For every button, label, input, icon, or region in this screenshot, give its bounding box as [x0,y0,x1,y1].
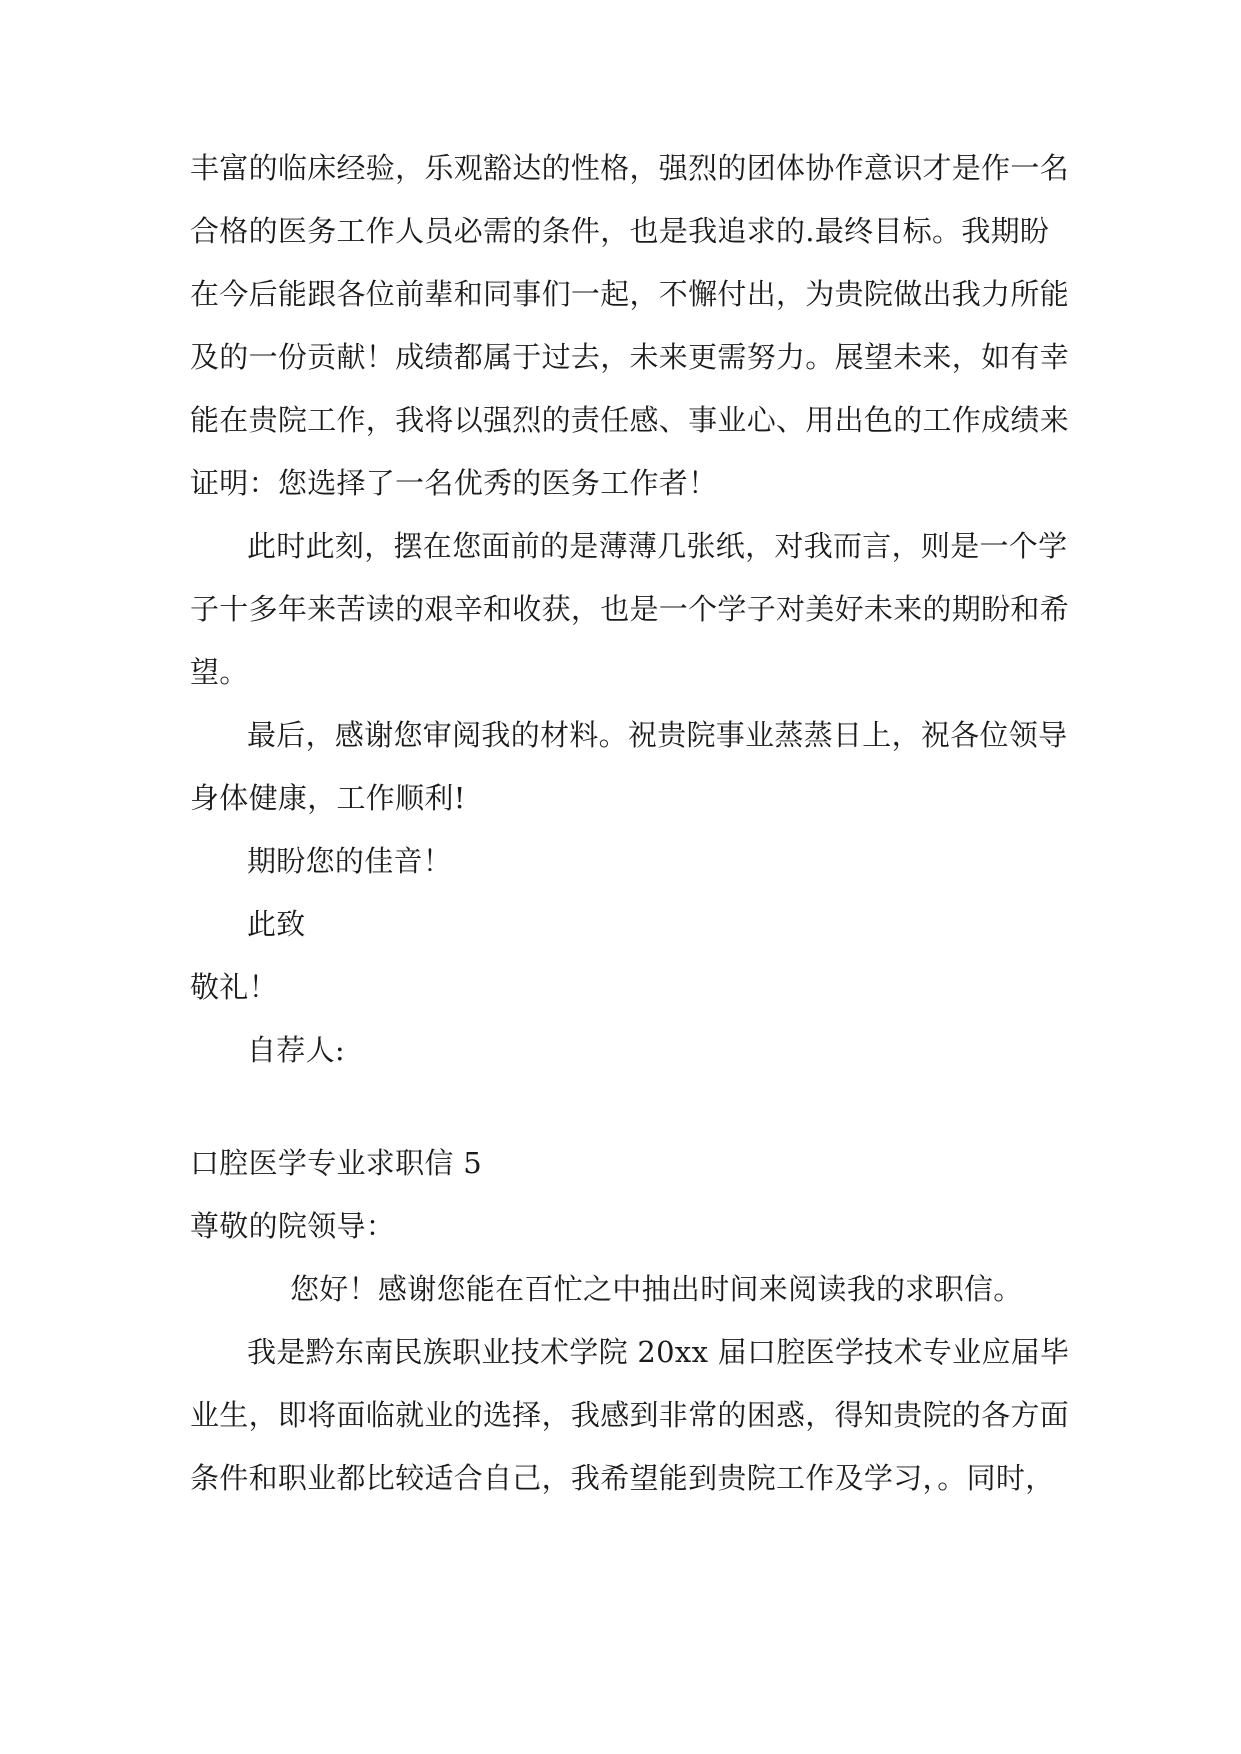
text-line: 在今后能跟各位前辈和同事们一起，不懈付出，为贵院做出我力所能 [190,277,1070,311]
letter-greeting: 尊敬的院领导： [190,1209,396,1243]
text-line: 证明：您选择了一名优秀的医务工作者！ [190,466,718,500]
paragraph-start: 最后，感谢您审阅我的材料。祝贵院事业蒸蒸日上，祝各位领导 [247,718,1068,752]
text-line: 望。 [190,655,249,689]
text-line: 身体健康，工作顺利! [190,781,466,815]
signature-label: 自荐人: [247,1033,345,1067]
text-line: 能在贵院工作，我将以强烈的责任感、事业心、用出色的工作成绩来 [190,403,1070,437]
text-line: 合格的医务工作人员必需的条件，也是我追求的.最终目标。我期盼 [190,214,1050,248]
section-title: 口腔医学专业求职信 5 [190,1146,482,1180]
closing-line: 期盼您的佳音！ [247,844,453,878]
text-line: 条件和职业都比较适合自己，我希望能到贵院工作及学习，。同时， [190,1461,1055,1495]
closing-salutation: 此致 [247,907,306,941]
text-line: 业生，即将面临就业的选择，我感到非常的困惑，得知贵院的各方面 [190,1398,1070,1432]
paragraph-start: 我是黔东南民族职业技术学院 20xx 届口腔医学技术专业应届毕 [247,1335,1070,1369]
text-line: 子十多年来苦读的艰辛和收获，也是一个学子对美好未来的期盼和希 [190,592,1070,626]
paragraph-start: 您好！感谢您能在百忙之中抽出时间来阅读我的求职信。 [290,1272,1023,1306]
closing-regards: 敬礼！ [190,970,278,1004]
paragraph-start: 此时此刻，摆在您面前的是薄薄几张纸，对我而言，则是一个学 [247,529,1068,563]
text-line: 及的一份贡献！成绩都属于过去，未来更需努力。展望未来，如有幸 [190,340,1070,374]
text-line: 丰富的临床经验，乐观豁达的性格，强烈的团体协作意识才是作一名 [190,151,1070,185]
